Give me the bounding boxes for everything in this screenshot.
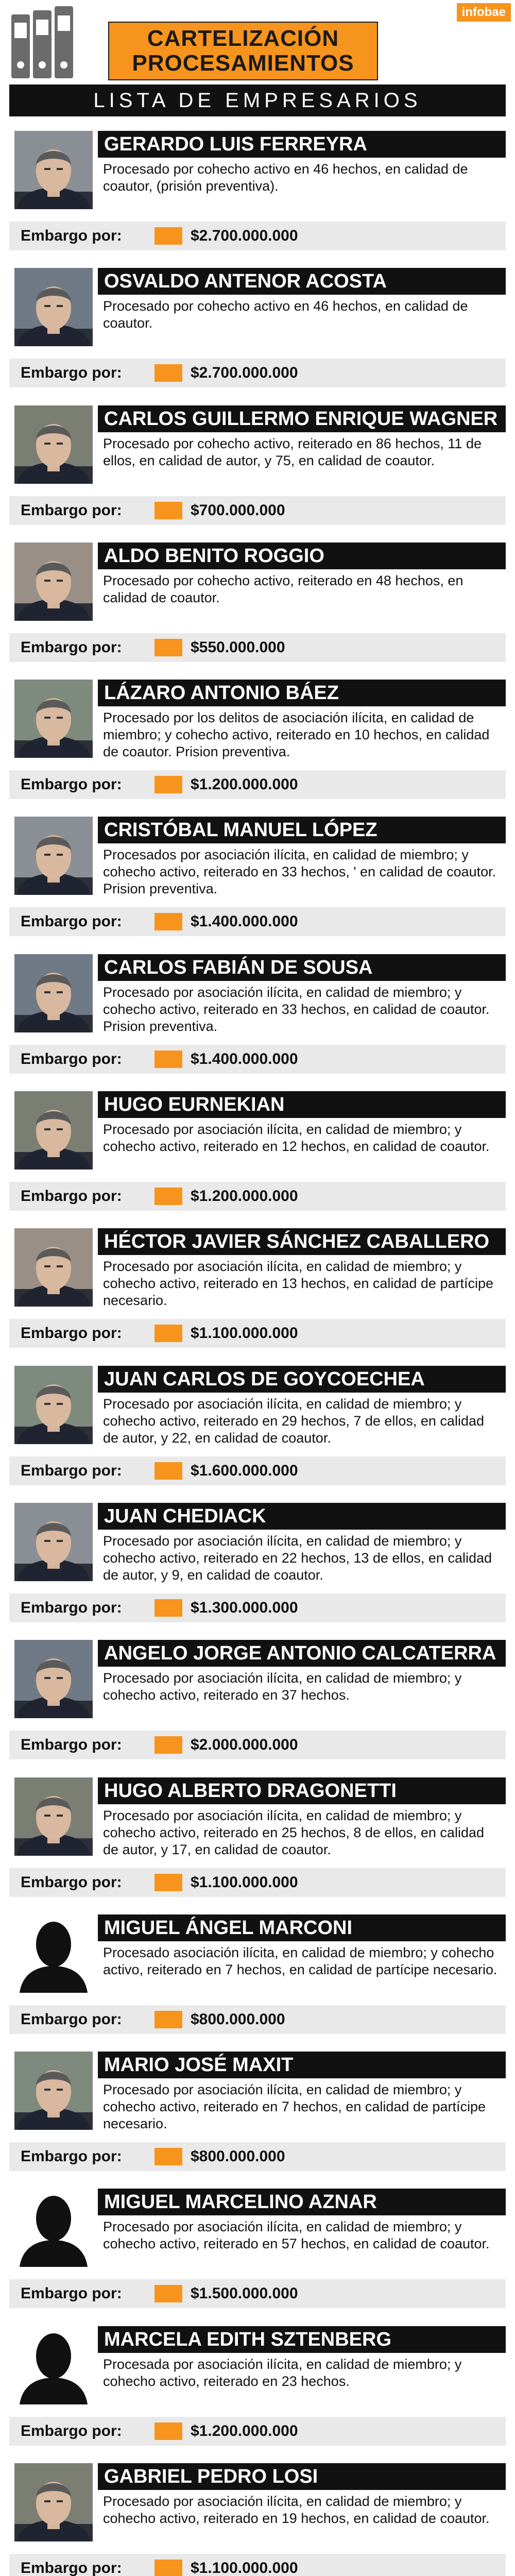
- embargo-chip: [154, 1188, 182, 1205]
- entry-card: [9, 2181, 506, 2318]
- embargo-chip: [154, 227, 182, 245]
- embargo-chip: [154, 1599, 182, 1617]
- embargo-row: [9, 1045, 506, 1074]
- embargo-label: Embargo por:: [21, 2422, 122, 2439]
- entry-description: Procesada por asociación ilícita, en calidad de miembro; y cohecho activo, reiterado en 23 hechos.: [103, 2356, 462, 2389]
- entry-name: JUAN CARLOS DE GOYCOECHEA: [98, 1366, 506, 1393]
- entry-card: [9, 2319, 506, 2456]
- entry-card: [9, 1770, 506, 1907]
- person-photo: [14, 680, 93, 758]
- person-photo: [14, 1366, 93, 1444]
- embargo-amount: $1.200.000.000: [191, 2422, 298, 2439]
- embargo-row: [9, 770, 506, 799]
- embargo-label: Embargo por:: [21, 2560, 122, 2576]
- entry-description: Procesado por asociación ilícita, en calidad de miembro; y cohecho activo, reiterado en 7 hechos, en calidad de partícipe necesario.: [103, 2082, 486, 2132]
- entry-card: [9, 1084, 506, 1221]
- embargo-chip: [154, 502, 182, 519]
- entry-name: CARLOS FABIÁN DE SOUSA: [98, 954, 506, 981]
- entry-description: Procesado asociación ilícita, en calidad de miembro; y cohecho activo, reiterado en 7 hechos, en calidad de partícipe necesario.: [103, 1944, 497, 1977]
- title-line-1: CARTELIZACIÓN: [147, 26, 339, 51]
- embargo-label: Embargo por:: [21, 1325, 122, 1342]
- entry-card: [9, 1359, 506, 1496]
- embargo-amount: $550.000.000: [191, 638, 285, 656]
- entry-description: Procesado por asociación ilícita, en calidad de miembro; y cohecho activo, reiterado en 37 hechos.: [103, 1670, 462, 1703]
- entry-description: Procesado por asociación ilícita, en calidad de miembro; y cohecho activo, reiterado en 33 hechos, en calidad de coautor. Prision preventiva.: [103, 984, 490, 1034]
- entry-description: Procesado por asociación ilícita, en calidad de miembro; y cohecho activo, reiterado en 13 hechos, en calidad de partícipe necesario.: [103, 1259, 494, 1309]
- embargo-row: [9, 496, 506, 525]
- entry-description: Procesado por asociación ilícita, en calidad de miembro; y cohecho activo, reiterado en 25 hechos, 8 de ellos, en calidad de autor, y 17, en calidad de coautor.: [103, 1807, 484, 1857]
- entry-name: GABRIEL PEDRO LOSI: [98, 2463, 506, 2490]
- entry-description: Procesado por cohecho activo en 46 hechos, en calidad de coautor.: [103, 298, 468, 331]
- embargo-row: [9, 1319, 506, 1348]
- person-photo: [14, 543, 93, 621]
- entry-card: [9, 398, 506, 535]
- entry-name: GERARDO LUIS FERREYRA: [98, 131, 506, 158]
- person-photo: [14, 131, 93, 209]
- embargo-row: [9, 2279, 506, 2308]
- entry-description: Procesado por asociación ilícita, en calidad de miembro; y cohecho activo, reiterado en 22 hechos, 13 de ellos, en calidad de autor, y 9, en calidad de coautor.: [103, 1533, 492, 1583]
- title-box: [108, 22, 378, 80]
- embargo-label: Embargo por:: [21, 1736, 122, 1754]
- person-photo: [14, 1091, 93, 1170]
- embargo-row: [9, 1182, 506, 1211]
- embargo-amount: $1.100.000.000: [191, 1325, 298, 1342]
- embargo-label: Embargo por:: [21, 1188, 122, 1205]
- embargo-row: [9, 1868, 506, 1897]
- person-photo: [14, 1228, 93, 1307]
- embargo-amount: $1.100.000.000: [191, 1873, 298, 1891]
- embargo-label: Embargo por:: [21, 638, 122, 656]
- entry-card: [9, 2456, 506, 2576]
- person-silhouette-icon: [14, 2189, 93, 2267]
- entry-name: OSVALDO ANTENOR ACOSTA: [98, 268, 506, 295]
- entry-card: [9, 261, 506, 398]
- embargo-row: [9, 1731, 506, 1759]
- entry-card: [9, 1907, 506, 2044]
- entry-description: Procesado por asociación ilícita, en calidad de miembro; y cohecho activo, reiterado en 29 hechos, 7 de ellos, en calidad de autor, y 22, en calidad de coautor.: [103, 1396, 484, 1446]
- entry-name: ANGELO JORGE ANTONIO CALCATERRA: [98, 1640, 506, 1667]
- embargo-label: Embargo por:: [21, 1873, 122, 1891]
- embargo-row: [9, 222, 506, 250]
- person-silhouette-icon: [14, 2326, 93, 2404]
- entry-description: Procesado por asociación ilícita, en calidad de miembro; y cohecho activo, reiterado en 57 hechos, en calidad de coautor.: [103, 2219, 490, 2252]
- entry-card: [9, 672, 506, 809]
- embargo-row: [9, 1456, 506, 1485]
- embargo-amount: $1.600.000.000: [191, 1462, 298, 1479]
- entry-name: MIGUEL MARCELINO AZNAR: [98, 2189, 506, 2215]
- entry-card: [9, 947, 506, 1084]
- list-title: LISTA DE EMPRESARIOS: [9, 84, 506, 116]
- entry-description: Procesado por los delitos de asociación ilícita, en calidad de miembro; y cohecho activo, reiterado en 10 hechos, en calidad de coautor. Prision preventiva.: [103, 710, 490, 760]
- embargo-label: Embargo por:: [21, 1599, 122, 1616]
- entries-list: [9, 124, 506, 2576]
- embargo-label: Embargo por:: [21, 1050, 122, 1067]
- header: [0, 0, 515, 82]
- entry-name: CARLOS GUILLERMO ENRIQUE WAGNER: [98, 405, 506, 432]
- embargo-chip: [154, 2560, 182, 2576]
- embargo-row: [9, 2005, 506, 2034]
- entry-name: MARCELA EDITH SZTENBERG: [98, 2326, 506, 2353]
- embargo-chip: [154, 913, 182, 930]
- entry-name: MIGUEL ÁNGEL MARCONI: [98, 1914, 506, 1941]
- entry-card: [9, 1633, 506, 1770]
- embargo-label: Embargo por:: [21, 364, 122, 382]
- embargo-amount: $2.700.000.000: [191, 364, 298, 382]
- person-silhouette-icon: [14, 1914, 93, 1993]
- embargo-label: Embargo por:: [21, 2010, 122, 2028]
- person-photo: [14, 1503, 93, 1581]
- embargo-label: Embargo por:: [21, 227, 122, 244]
- embargo-chip: [154, 2285, 182, 2302]
- entry-card: [9, 2044, 506, 2181]
- embargo-row: [9, 2417, 506, 2446]
- person-photo: [14, 817, 93, 895]
- entry-name: HUGO ALBERTO DRAGONETTI: [98, 1777, 506, 1804]
- entry-name: ALDO BENITO ROGGIO: [98, 543, 506, 569]
- embargo-row: [9, 2554, 506, 2576]
- embargo-row: [9, 907, 506, 936]
- entry-name: HUGO EURNEKIAN: [98, 1091, 506, 1118]
- embargo-row: [9, 1594, 506, 1622]
- embargo-amount: $1.100.000.000: [191, 2560, 298, 2576]
- title-line-2: PROCESAMIENTOS: [132, 50, 354, 76]
- entry-card: [9, 535, 506, 672]
- entry-description: Procesados por asociación ilícita, en calidad de miembro; y cohecho activo, reiterado en 33 hechos, ' en calidad de coautor. Prision preventiva.: [103, 847, 496, 897]
- embargo-chip: [154, 1736, 182, 1754]
- embargo-label: Embargo por:: [21, 501, 122, 519]
- person-photo: [14, 405, 93, 484]
- embargo-chip: [154, 2011, 182, 2028]
- embargo-label: Embargo por:: [21, 2148, 122, 2165]
- binders-icon: [9, 4, 87, 81]
- embargo-chip: [154, 1050, 182, 1068]
- embargo-amount: $1.300.000.000: [191, 1599, 298, 1616]
- entry-description: Procesado por asociación ilícita, en calidad de miembro; y cohecho activo, reiterado en 19 hechos, en calidad de coautor.: [103, 2494, 490, 2527]
- brand-logo: infobae: [457, 3, 511, 22]
- entry-name: HÉCTOR JAVIER SÁNCHEZ CABALLERO: [98, 1228, 506, 1255]
- person-photo: [14, 1640, 93, 1718]
- embargo-amount: $1.200.000.000: [191, 776, 298, 793]
- entry-name: JUAN CHEDIACK: [98, 1503, 506, 1530]
- embargo-row: [9, 2142, 506, 2171]
- entry-name: MARIO JOSÉ MAXIT: [98, 2052, 506, 2078]
- embargo-chip: [154, 639, 182, 656]
- entry-card: [9, 1221, 506, 1358]
- embargo-amount: $800.000.000: [191, 2148, 285, 2165]
- embargo-chip: [154, 1874, 182, 1891]
- embargo-amount: $1.200.000.000: [191, 1188, 298, 1205]
- person-photo: [14, 2463, 93, 2541]
- entry-description: Procesado por asociación ilícita, en calidad de miembro; y cohecho activo, reiterado en 12 hechos, en calidad de coautor.: [103, 1122, 490, 1155]
- embargo-chip: [154, 1462, 182, 1480]
- embargo-chip: [154, 364, 182, 382]
- person-photo: [14, 2052, 93, 2130]
- embargo-label: Embargo por:: [21, 2285, 122, 2302]
- embargo-amount: $1.400.000.000: [191, 913, 298, 930]
- embargo-label: Embargo por:: [21, 776, 122, 793]
- person-photo: [14, 268, 93, 346]
- entry-description: Procesado por cohecho activo, reiterado en 48 hechos, en calidad de coautor.: [103, 572, 464, 605]
- embargo-chip: [154, 1325, 182, 1342]
- embargo-amount: $2.700.000.000: [191, 227, 298, 244]
- embargo-amount: $1.500.000.000: [191, 2285, 298, 2302]
- embargo-chip: [154, 2422, 182, 2440]
- entry-card: [9, 1496, 506, 1633]
- embargo-amount: $2.000.000.000: [191, 1736, 298, 1754]
- embargo-amount: $700.000.000: [191, 501, 285, 519]
- embargo-amount: $800.000.000: [191, 2010, 285, 2028]
- person-photo: [14, 954, 93, 1032]
- entry-name: CRISTÓBAL MANUEL LÓPEZ: [98, 817, 506, 843]
- embargo-chip: [154, 2148, 182, 2165]
- entry-card: [9, 809, 506, 946]
- embargo-chip: [154, 776, 182, 793]
- embargo-label: Embargo por:: [21, 1462, 122, 1479]
- person-photo: [14, 1777, 93, 1856]
- entry-description: Procesado por cohecho activo, reiterado en 86 hechos, 11 de ellos, en calidad de autor, y 75, en calidad de coautor.: [103, 435, 482, 468]
- entry-name: LÁZARO ANTONIO BÁEZ: [98, 680, 506, 706]
- entry-description: Procesado por cohecho activo en 46 hechos, en calidad de coautor, (prisión preventiva).: [103, 161, 468, 194]
- embargo-row: [9, 633, 506, 662]
- embargo-row: [9, 359, 506, 387]
- embargo-amount: $1.400.000.000: [191, 1050, 298, 1067]
- entry-card: [9, 124, 506, 261]
- embargo-label: Embargo por:: [21, 913, 122, 930]
